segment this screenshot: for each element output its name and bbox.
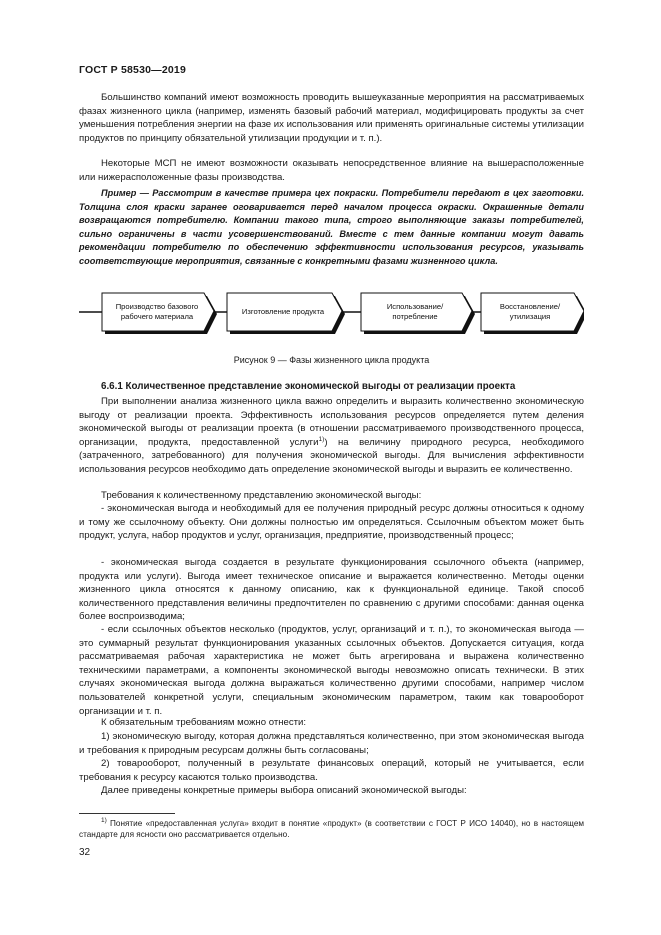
phase-label-3: Использование/ потребление bbox=[386, 302, 444, 321]
paragraph: Некоторые МСП не имеют возможности оказывать непосредственное влияние на вышерасположенные или нижерасположенные фазы производства. bbox=[79, 158, 584, 183]
footnote-ref: 1) bbox=[318, 435, 325, 443]
paragraph: При выполнении анализа жизненного цикла важно определить и выразить количественно экономическую выгоду от реализации проекта. Эффективность использования ресурсов определяется путем деления экономической выгоды от реализации проекта (в отношении рассматриваемого производственного процесса, организации, продукта, предоставленной услуги$^{1)}$) на величину природного ресурса, необходимого (затраченного, затребованного) для получения экономической выгоды. Для вычисления эффективности использования ресурсов необходимо дать определение экономической выгоды и выразить ее количественно. bbox=[79, 396, 584, 475]
footnote-divider bbox=[79, 813, 175, 814]
phase-label-2: Изготовление продукта bbox=[241, 307, 325, 317]
phase-label-4: Восстановление/ утилизация bbox=[499, 302, 561, 321]
example-paragraph: Пример — Рассмотрим в качестве примера цех покраски. Потребители передают в цех заготовки. Толщина слоя краски заранее оговаривается перед началом процесса окраски. Окрашенные детали возвращаются потребителю. Компании такого типа, строго выполняющие заказы потребителей, сильно ограничены в части усовершенствований. Вместе с тем данные компании могут давать рекомендации потребителю по обеспечению эффективности использования ресурсов, указывать соответствующие мероприятия, связанные с конкретными фазами жизненного цикла. bbox=[79, 188, 584, 266]
document-header: ГОСТ Р 58530—2019 bbox=[79, 64, 187, 76]
list-item: - экономическая выгода создается в результате функционирования ссылочного объекта (например, продукта или услуги). Выгода имеет техническое описание и выражается количественно. Методы оценки жизненного цикла относятся к данному описанию, как к функциональной единице. Такой способ количественного представления величины предпочтителен по сравнению с другими способами: данная оценка более воспроизводима; bbox=[79, 557, 584, 623]
section-heading: 6.6.1 Количественное представление экономической выгоды от реализации проекта bbox=[101, 381, 516, 392]
figure-caption: Рисунок 9 — Фазы жизненного цикла продукта bbox=[233, 355, 430, 365]
list-item: - экономическая выгода и необходимый для ее получения природный ресурс должны относиться к одному и тому же ссылочному объекту. Они должны полностью им определяться. Ссылочным объектом может быть продукт, услуга, набор продуктов и услуг, организация, предприятие, производственный процесс; bbox=[79, 503, 584, 542]
lifecycle-diagram bbox=[79, 283, 584, 343]
footnote-marker: 1) bbox=[101, 817, 107, 824]
page-number: 32 bbox=[79, 847, 91, 858]
paragraph: Большинство компаний имеют возможность проводить вышеуказанные мероприятия на рассматриваемых фазах жизненного цикла (например, изменять базовый рабочий материал, модифицировать продукты за счет уменьшения потребления энергии на фазе их использования или применять оригинальные системы утилизации продуктов по принципу обязательной утилизации продукции и т. п.). bbox=[79, 92, 584, 144]
paragraph: К обязательным требованиям можно отнести: bbox=[101, 717, 307, 728]
phase-label-1: Производство базового рабочего материала bbox=[115, 302, 199, 321]
paragraph: Далее приведены конкретные примеры выбора описаний экономической выгоды: bbox=[101, 785, 467, 796]
list-item: 1) экономическую выгоду, которая должна представляться количественно, при этом экономическая выгода и требования к природным ресурсам должны быть согласованы; bbox=[79, 731, 584, 756]
footnote: $^{1)}$ Понятие «предоставленная услуга» входит в понятие «продукт» (в соответствии с ГОСТ Р ИСО 14040), но в настоящем стандарте для ясности оно рассматривается отдельно. bbox=[79, 817, 584, 840]
list-item: - если ссылочных объектов несколько (продуктов, услуг, организаций и т. п.), то экономическая выгода — это суммарный результат функционирования указанных ссылочных объектов. Допускается ситуация, когда рассматриваемая рабочая характеристика не может быть агрегирована и выражена количественно техническими параметрами, а компоненты экономической выгоды невозможно описать технически. В этих случаях экономическая выгода должна выражаться количественно другими способами, например числом пользователей конкретной услуги, специальным экономическим параметром, таким как товарооборот организации и т. п. bbox=[79, 624, 584, 717]
paragraph: Требования к количественному представлению экономической выгоды: bbox=[101, 490, 422, 501]
list-item: 2) товарооборот, полученный в результате финансовых операций, который не учитывается, если требования к ресурсу касаются только производства. bbox=[79, 758, 584, 783]
